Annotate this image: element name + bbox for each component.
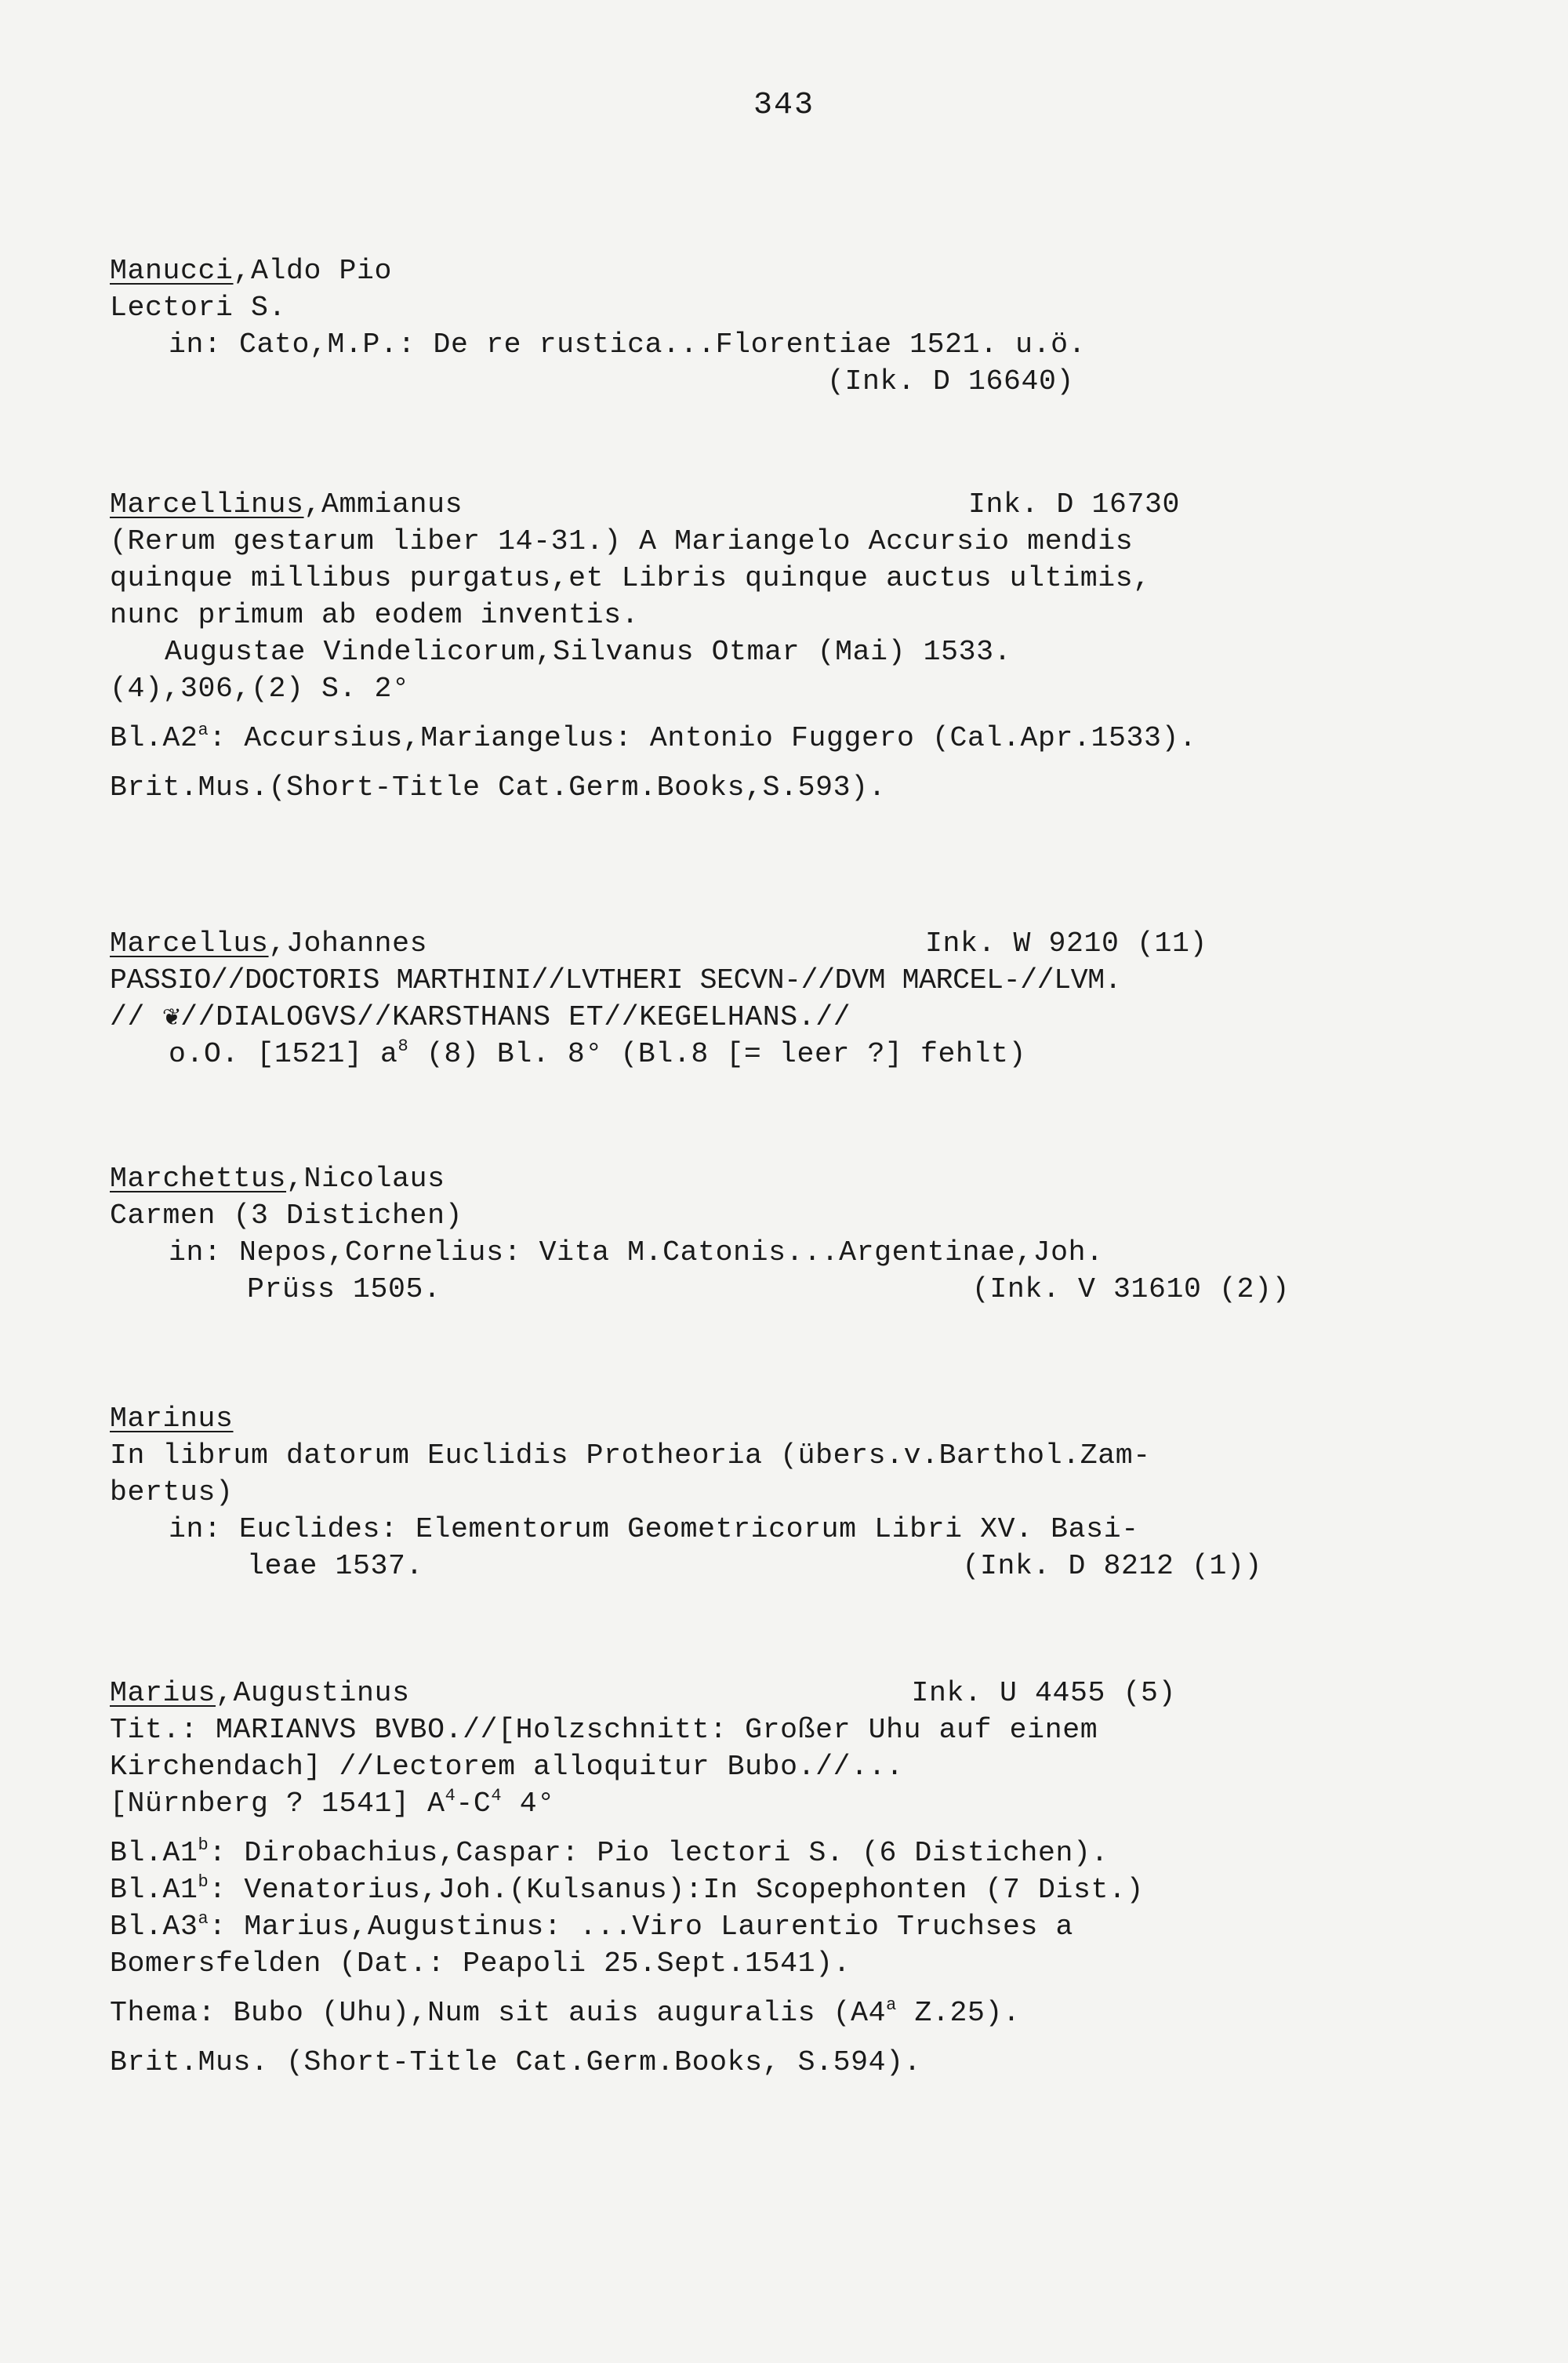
- entry-call-number: (Ink. V 31610 (2)): [971, 1273, 1290, 1305]
- catalog-entry-marcellus: [110, 925, 1348, 1073]
- catalog-entry-marinus: [110, 1400, 1348, 1584]
- author-forename: ,Augustinus: [216, 1677, 410, 1709]
- entry-call-number: Ink. U 4455 (5): [911, 1677, 1176, 1709]
- entry-call-number: (Ink. D 8212 (1)): [962, 1550, 1262, 1582]
- author-name: Marinus: [110, 1403, 234, 1435]
- entry-call-number: (Ink. D 16640): [827, 365, 1075, 397]
- author-surname: Marcellus: [110, 927, 269, 960]
- entry-heading: [110, 486, 1348, 523]
- author-surname: Manucci: [110, 255, 234, 287]
- entry-heading: [110, 1675, 1348, 1711]
- entry-title: Lectori S.: [110, 292, 287, 324]
- entry-source: in: Euclides: Elementorum Geometricorum Libri XV. Basi-: [169, 1513, 1139, 1545]
- fleuron-icon: ❦: [162, 1001, 181, 1033]
- entry-source: in: Nepos,Cornelius: Vita M.Catonis...Argentinae,Joh.: [169, 1236, 1104, 1269]
- catalog-entry-marius: [110, 1675, 1348, 2081]
- page-number: 343: [753, 88, 815, 123]
- entry-note: Bl.A3$^a$: Marius,Augustinus: ...Viro Laurentio Truchses a: [110, 1909, 1074, 1943]
- entry-note: Bomersfelden (Dat.: Peapoli 25.Sept.1541).: [110, 1947, 851, 1980]
- entry-heading: [110, 252, 1348, 289]
- entry-subject: Thema: Bubo (Uhu),Num sit auis auguralis (A4$^a$ Z.25).: [110, 1995, 1021, 2029]
- author-forename: ,Ammianus: [303, 488, 463, 521]
- entry-title-line: In librum datorum Euclidis Protheoria (übers.v.Barthol.Zam-: [110, 1439, 1151, 1472]
- entry-title-line: // ❦//DIALOGVS//KARSTHANS ET//KEGELHANS.//: [110, 1001, 851, 1033]
- entry-heading: [110, 1160, 1348, 1197]
- entry-imprint: o.O. [1521] $a^8$ (8) Bl. 8° (Bl.8 [= leer ?] fehlt): [169, 1036, 1026, 1070]
- entry-call-number: Ink. D 16730: [967, 488, 1180, 521]
- entry-imprint: Augustae Vindelicorum,Silvanus Otmar (Mai) 1533.: [165, 636, 1012, 668]
- author-surname: Marius: [110, 1677, 216, 1709]
- entry-title-line: (Rerum gestarum liber 14-31.) A Mariangelo Accursio mendis: [110, 525, 1134, 557]
- author-forename: ,Aldo Pio: [233, 255, 393, 287]
- author-forename: ,Nicolaus: [286, 1163, 445, 1195]
- author-surname: Marcellinus: [110, 488, 304, 521]
- entry-reference: Brit.Mus.(Short-Title Cat.Germ.Books,S.593).: [110, 771, 887, 804]
- entry-title: Carmen (3 Distichen): [110, 1200, 463, 1232]
- entry-source: in: Cato,M.P.: De re rustica...Florentiae 1521. u.ö.: [169, 328, 1087, 361]
- entry-collation: (4),306,(2) S. 2°: [110, 673, 410, 705]
- author-surname: Marchettus: [110, 1163, 287, 1195]
- entry-title-line: Kirchendach] //Lectorem alloquitur Bubo.//...: [110, 1751, 904, 1783]
- entry-call-number: Ink. W 9210 (11): [924, 927, 1207, 960]
- entry-note: Bl.A2$^a$: Accursius,Mariangelus: Antonio Fuggero (Cal.Apr.1533).: [110, 721, 1197, 754]
- entry-source-cont: Prüss 1505. (Ink. V 31610 (2)): [110, 1271, 1348, 1308]
- entry-imprint: [Nürnberg ? 1541] $A^4-C^4$ 4°: [110, 1786, 555, 1820]
- entry-title-line: nunc primum ab eodem inventis.: [110, 599, 640, 631]
- author-forename: ,Johannes: [268, 927, 428, 960]
- entry-title-line: bertus): [110, 1476, 234, 1508]
- entry-note: Bl.A1$^b$: Venatorius,Joh.(Kulsanus):In Scopephonten (7 Dist.): [110, 1872, 1145, 1906]
- entry-source-cont: leae 1537. (Ink. D 8212 (1)): [110, 1548, 1348, 1584]
- entry-reference: Brit.Mus. (Short-Title Cat.Germ.Books, S.594).: [110, 2046, 922, 2078]
- entry-title-line: PASSIO//DOCTORIS MARTHINI//LVTHERI SECVN-//DVM MARCEL-//LVM.: [110, 964, 1122, 996]
- entry-title-line: Tit.: MARIANVS BVBO.//[Holzschnitt: Großer Uhu auf einem: [110, 1714, 1098, 1746]
- catalog-entry-manucci: [110, 252, 1348, 400]
- entry-title-line: quinque millibus purgatus,et Libris quinque auctus ultimis,: [110, 562, 1151, 594]
- catalog-entry-marcellinus: [110, 486, 1348, 806]
- entry-note: Bl.A1$^b$: Dirobachius,Caspar: Pio lectori S. (6 Distichen).: [110, 1835, 1109, 1869]
- catalog-entry-marchettus: [110, 1160, 1348, 1308]
- entry-heading: [110, 925, 1348, 962]
